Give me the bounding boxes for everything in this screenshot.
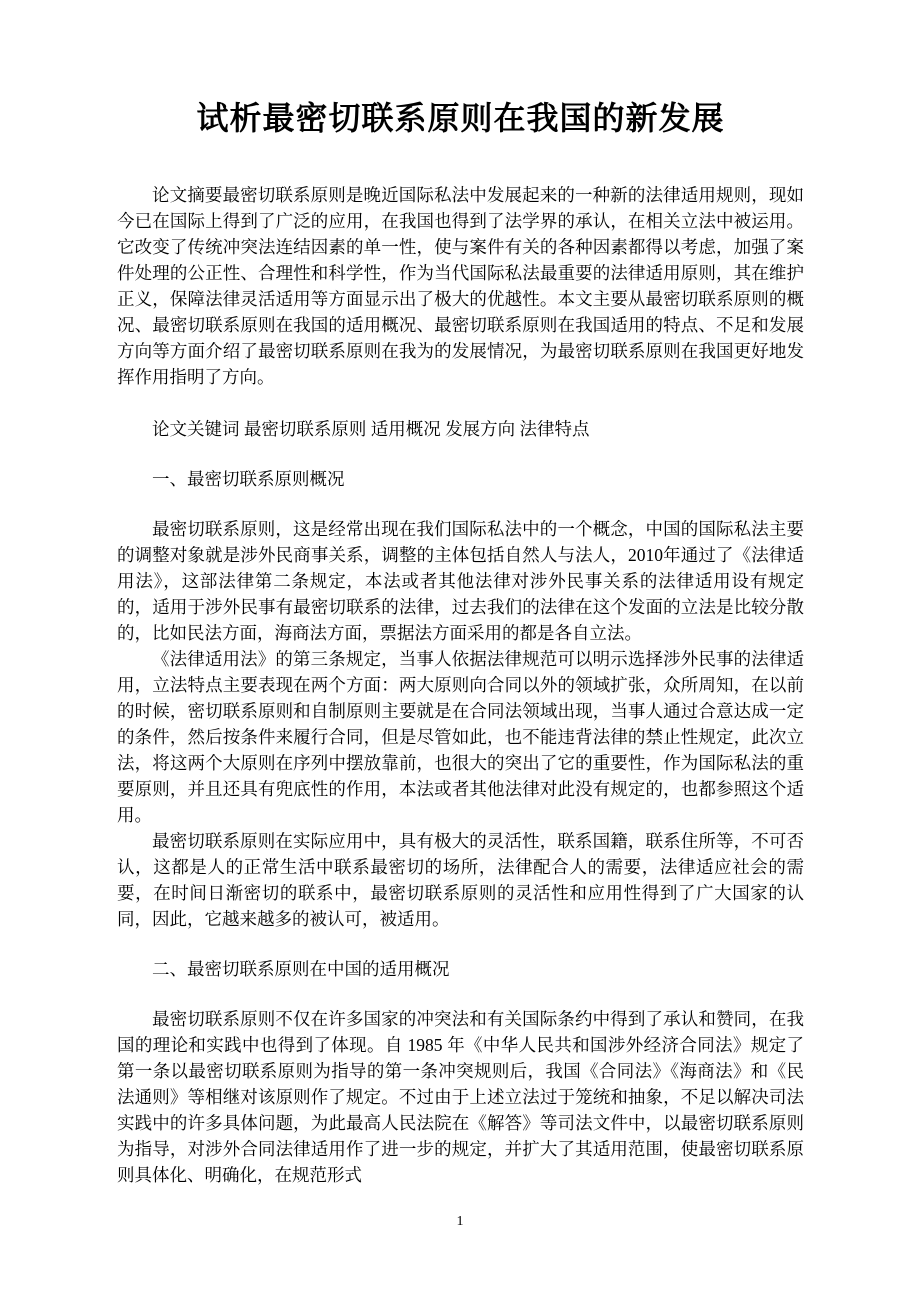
abstract-paragraph: 论文摘要最密切联系原则是晚近国际私法中发展起来的一种新的法律适用规则，现如今已在国际上得到了广泛的应用，在我国也得到了法学界的承认，在相关立法中被运用。它改变了传统冲突法连结因素的单一性，使与案件有关的各种因素都得以考虑，加强了案件处理的公正性、合理性和科学性，作为当代国际私法最重要的法律适用原则，其在维护正义，保障法律灵活适用等方面显示出了极大的优越性。本文主要从最密切联系原则的概况、最密切联系原则在我国的适用概况、最密切联系原则在我国适用的特点、不足和发展方向等方面介绍了最密切联系原则在我为的发展情况，为最密切联系原则在我国更好地发挥作用指明了方向。 <box>117 185 804 387</box>
section-1-paragraph-3: 最密切联系原则在实际应用中，具有极大的灵活性，联系国籍，联系住所等，不可否认，这都是人的正常生活中联系最密切的场所，法律配合人的需要，法律适应社会的需要，在时间日渐密切的联系中，最密切联系原则的灵活性和应用性得到了广大国家的认同，因此，它越来越多的被认可，被适用。 <box>117 831 804 929</box>
keywords-line: 论文关键词 最密切联系原则 适用概况 发展方向 法律特点 <box>152 419 590 439</box>
section-1-paragraph-1: 最密切联系原则，这是经常出现在我们国际私法中的一个概念，中国的国际私法主要的调整对象就是涉外民商事关系，调整的主体包括自然人与法人，2010年通过了《法律适用法》，这部法律第二条规定，本法或者其他法律对涉外民事关系的法律适用设有规定的，适用于涉外民事有最密切联系的法律，过去我们的法律在这个发面的立法是比较分散的，比如民法方面，海商法方面，票据法方面采用的都是各自立法。 <box>117 519 804 643</box>
document-title: 试析最密切联系原则在我国的新发展 <box>196 100 725 136</box>
section-2-paragraph-1: 最密切联系原则不仅在许多国家的冲突法和有关国际条约中得到了承认和赞同，在我国的理论和实践中也得到了体现。自 1985 年《中华人民共和国涉外经济合同法》规定了第一条以最密切联系原则为指导的第一条冲突规则后，我国《合同法》《海商法》和《民法通则》等相继对该原则作了规定。不过由于上述立法过于笼统和抽象，不足以解决司法实践中的许多具体问题，为此最高人民法院在《解答》等司法文件中，以最密切联系原则为指导，对涉外合同法律适用作了进一步的规定，并扩大了其适用范围，使最密切联系原则具体化、明确化，在规范形式 <box>117 1009 804 1185</box>
section-2-heading: 二、最密切联系原则在中国的适用概况 <box>152 959 450 979</box>
section-1-paragraph-2: 《法律适用法》的第三条规定，当事人依据法律规范可以明示选择涉外民事的法律适用，立法特点主要表现在两个方面：两大原则向合同以外的领域扩张，众所周知，在以前的时候，密切联系原则和自制原则主要就是在合同法领域出现，当事人通过合意达成一定的条件，然后按条件来履行合同，但是尽管如此，也不能违背法律的禁止性规定，此次立法，将这两个大原则在序列中摆放靠前，也很大的突出了它的重要性，作为国际私法的重要原则，并且还具有兜底性的作用，本法或者其他法律对此没有规定的，也都参照这个适用。 <box>117 649 804 825</box>
page-number: 1 <box>456 1214 464 1229</box>
section-1-heading: 一、最密切联系原则概况 <box>152 469 345 489</box>
